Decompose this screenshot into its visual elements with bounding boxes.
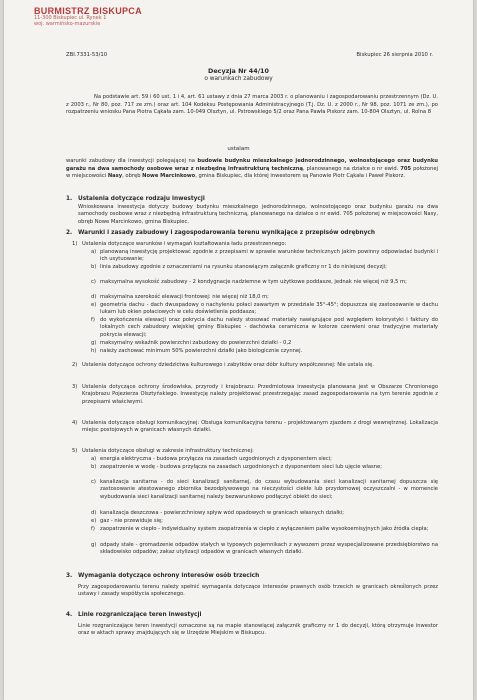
list-item: 4) Ustalenia dotyczące obsługi komunikacyjnej: Obsługa komunikacyjna terenu - projektowanym zjazdem z drogi wewnętrznej. Lokalizacja miejsc postojowych w granicach własnych działki. <box>72 420 438 434</box>
list-item: 1) Ustalenia dotyczące warunków i wymagań kształtowania ładu przestrzennego: <box>72 241 287 247</box>
list-item: a) energia elektryczna - budowa przyłącza na zasadach uzgodnionych z dysponentem sieci; <box>91 456 332 462</box>
list-item: e) gaz - nie przewiduje się; <box>91 518 163 524</box>
ustalam-heading: ustalam <box>227 146 250 152</box>
section-1-body: Wnioskowana inwestycja dotyczy budowy budynku mieszkalnego jednorodzinnego, wolnostojącego oraz budynku garażu na dwa samochody osobowe wraz z niezbędną infrastrukturą techniczną, planowanego na działce o nr ewid. 705 położonej w miejscowości Nasy, obręb Nowe Marcinkowo, gmina Biskupiec. <box>78 204 438 225</box>
list-item: f) do wykończenia elewacji oraz pokrycia dachu należy stosować materiały nawiązujące pod względem kolorystyki i faktury do lokalnych cech zabudowy wiejskiej gminy Biskupiec - dachówka ceramiczna w kolorze czerwieni oraz tradycyjne materiały pokrycia elewacji; <box>91 317 438 338</box>
list-item: 2) Ustalenia dotyczące ochrony dziedzictwa kulturowego i zabytków oraz dóbr kultury współczesnej: Nie ustala się. <box>72 362 374 368</box>
decision-subtitle: o warunkach zabudowy <box>204 76 273 82</box>
list-item: b) linia zabudowy zgodnie z oznaczeniami na rysunku stanowiącym załącznik graficzny nr 1 do niniejszej decyzji; <box>91 264 387 270</box>
section-1-title: 1. Ustalenia dotyczące rodzaju inwestycji <box>66 196 205 202</box>
stamp-title: BURMISTRZ BISKUPCA <box>34 6 142 16</box>
decision-paragraph: warunki zabudowy dla inwestycji polegającej na budowie budynku mieszkalnego jednorodzinnego, wolnostojącego oraz budynku garażu na dwa samochody osobowe wraz z niezbędną infrastrukturą techniczną, planowanego na działce o nr ewid. 705 położonej w miejscowości Nasy, obręb Nowe Marcinkowo, gmina Biskupiec, dla której inwestorem są Panowie Piotr Cąkała i Paweł Piskorz. <box>66 158 438 180</box>
section-3-title: 3. Wymagania dotyczące ochrony interesów osób trzecich <box>66 573 260 579</box>
list-item: d) maksymalna szerokość elewacji frontowej: nie więcej niż 18,0 m; <box>91 294 269 300</box>
section-4-title: 4. Linie rozgraniczające teren inwestycji <box>66 612 202 618</box>
list-item: c) kanalizacja sanitarna - do sieci kanalizacji sanitarnej, do czasu wybudowania sieci kanalizacji sanitarnej dopuszcza się zastosowanie atestowanego zbiornika bezodpływowego na nieczystości ciekłe lub przydomowej oczyszczalni - w momencie wybudowania sieci kanalizacji sanitarnej należy bezwarunkowo podłączyć obiekt do sieci; <box>91 479 438 500</box>
office-stamp <box>34 6 164 28</box>
list-item: f) zaopatrzenie w ciepło - indywidualny system zaopatrzenia w ciepło z wyłączeniem paliw wysokoemisyjnych jako źródła ciepła; <box>91 526 429 532</box>
list-item: 3) Ustalenia dotyczące ochrony środowiska, przyrody i krajobrazu: Przedmiotowa inwestycja planowana jest w Obszarze Chronionego Krajobrazu Pojezierza Olsztyńskiego. Inwestycję należy projektować przestrzegając zasad zagospodarowania na tym terenie zgodnie z przepisami właściwymi. <box>72 384 438 405</box>
decision-title: Decyzja Nr 44/10 <box>208 67 269 75</box>
section-4-body: Linie rozgraniczające teren inwestycji oznaczone są na mapie stanowiącej załącznik graficzny nr 1 do decyzji, którą otrzymuje inwestor oraz w aktach sprawy znajdujących się w Urzędzie Miejskim w Biskupcu. <box>78 623 438 637</box>
list-item: a) planowaną inwestycję projektować zgodnie z przepisami w sprawie warunków technicznych jakim powinny odpowiadać budynki i ich usytuowanie; <box>91 249 438 263</box>
list-item: h) należy zachować minimum 50% powierzchni działki jako biologicznie czynnej. <box>91 348 303 354</box>
document-date: Biskupiec 26 sierpnia 2010 r. <box>356 52 433 58</box>
stamp-region: woj. warmińsko-mazurskie <box>34 21 101 28</box>
list-item: c) maksymalna wysokość zabudowy - 2 kondygnacje nadziemne w tym użytkowe poddasze, jednak nie więcej niż 9,5 m; <box>91 279 407 285</box>
stamp-address: 11-300 Biskupiec ul. Rynek 1 <box>34 15 107 22</box>
list-item: b) zaopatrzenie w wodę - budowa przyłącza na zasadach uzgodnionych z dysponentem sieci lub ujęcie własne; <box>91 464 382 470</box>
list-item: g) odpady stałe - gromadzenie odpadów stałych w typowych pojemnikach z wywozem przez wyspecjalizowane przedsiębiorstwo na składowisko odpadów; zakaz utylizacji odpadów w granicach własnych działki. <box>91 542 438 556</box>
legal-basis-paragraph: Na podstawie art. 59 i 60 ust. 1 i 4, art. 61 ustawy z dnia 27 marca 2003 r. o planowaniu i zagospodarowaniu przestrzennym (Dz. U. z 2003 r., Nr 80, poz. 717 ze zm.) oraz art. 104 Kodeksu Postępowania Administracyjnego (T.j. Dz. U. z 2000 r., Nr 98, poz. 1071 ze zm.), po rozpatrzeniu wniosku Pana Piotra Cąkała zam. 10-049 Olsztyn, ul. Pstrowskiego 5/2 oraz Pana Pawła Piskorz zam. 10-804 Olsztyn, ul. Rolna 8 <box>66 94 438 116</box>
section-2-title: 2. Warunki i zasady zabudowy i zagospodarowania terenu wynikające z przepisów odrębnych <box>66 230 375 236</box>
document-page <box>4 0 473 700</box>
section-3-body: Przy zagospodarowaniu terenu należy spełnić wymagania dotyczące interesów prawnych osób trzecich w granicach określonych przez ustawy i zasady współżycia społecznego. <box>78 584 438 598</box>
reference-number: ZBI.7331-53/10 <box>66 52 108 58</box>
list-item: 5) Ustalenia dotyczące obsługi w zakresie infrastruktury technicznej: <box>72 448 254 454</box>
list-item: g) maksymalny wskaźnik powierzchni zabudowy do powierzchni działki - 0,2 <box>91 340 292 346</box>
list-item: e) geometria dachu - dach dwuspadowy o nachyleniu połaci zawartym w przedziale 35°-45°; dopuszcza się zastosowanie w dachu lukarn lub okien połaciowych w celu doświetlenia poddasza; <box>91 302 438 316</box>
list-item: d) kanalizacja deszczowa - powierzchniowy spływ wód opadowych w granicach własnych działki; <box>91 510 345 516</box>
